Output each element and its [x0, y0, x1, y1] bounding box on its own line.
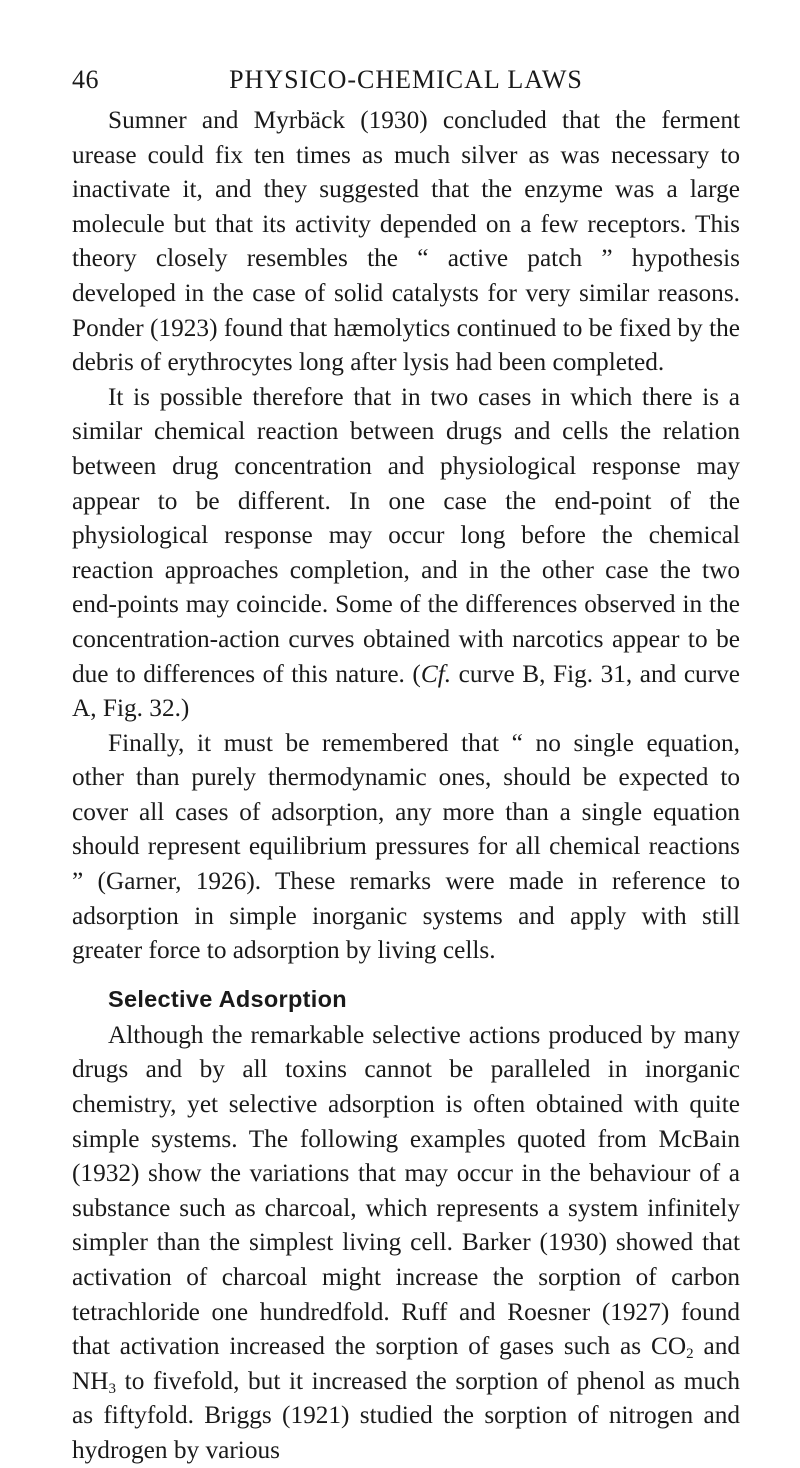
paragraph-text: to fivefold, but it increased the sorption of phenol as much as fiftyfold. Briggs (1921) studied the sorption of nitrogen and hydrogen by various	[72, 1366, 740, 1464]
page-number: 46	[72, 65, 99, 94]
paragraph-selective	[72, 1018, 740, 1468]
italic-cf: Cf.	[420, 659, 452, 688]
subscript: 3	[108, 1380, 117, 1397]
paragraph-sumner: Sumner and Myrbäck (1930) concluded that the ferment urease could fix ten times as much silver as was necessary to inactivate it, and they suggested that the enzyme was a large molecule but that its activity depended on a few receptors. This theory closely resembles the “ active patch ” hypothesis developed in the case of solid catalysts for very similar reasons. Ponder (1923) found that hæmolytics continued to be fixed by the debris of erythrocytes long after lysis had been completed.	[72, 106, 740, 377]
subscript: 2	[686, 1346, 694, 1363]
paragraph-text: It is possible therefore that in two cases in which there is a similar chemical reaction between drugs and cells the relation between drug concentration and physiological response may appear to be different. In one case the end-point of the physiological response may occur long before the chemical reaction approaches completion, and in the other case the two end-points may coincide. Some of the differences observed in the concentration-action curves obtained with narcotics appear to be due to differences of this nature. (	[72, 382, 740, 688]
paragraph-text: and NH	[72, 1332, 741, 1395]
paragraph-possible	[72, 380, 740, 726]
running-head	[72, 58, 740, 102]
paragraph-text: Although the remarkable selective actions produced by many drugs and by all toxins cannot be paralleled in inorganic chemistry, yet selective adsorption is often obtained with quite simple systems. The following examples quoted from McBain (1932) show the variations that may occur in the behaviour of a substance such as charcoal, which represents a system infinitely simpler than the simplest living cell. Barker (1930) showed that activation of charcoal might increase the sorption of carbon tetrachloride one hundredfold. Ruff and Roesner (1927) found that activation increased the sorption of gases such as CO	[72, 1020, 740, 1361]
body-text	[72, 103, 740, 1468]
section-heading: Selective Adsorption	[108, 985, 347, 1012]
paragraph-finally: Finally, it must be remembered that “ no single equation, other than purely thermodynamic ones, should be expected to cover all cases of adsorption, any more than a single equation should represent equilibrium pressures for all chemical reactions ” (Garner, 1926). These remarks were made in reference to adsorption in simple inorganic systems and apply with still greater force to adsorption by living cells.	[72, 728, 740, 965]
book-page	[72, 58, 740, 1468]
running-title: PHYSICO-CHEMICAL LAWS	[229, 65, 583, 94]
paragraph-text: curve B, Fig. 31, and curve A, Fig. 32.)	[72, 659, 741, 723]
